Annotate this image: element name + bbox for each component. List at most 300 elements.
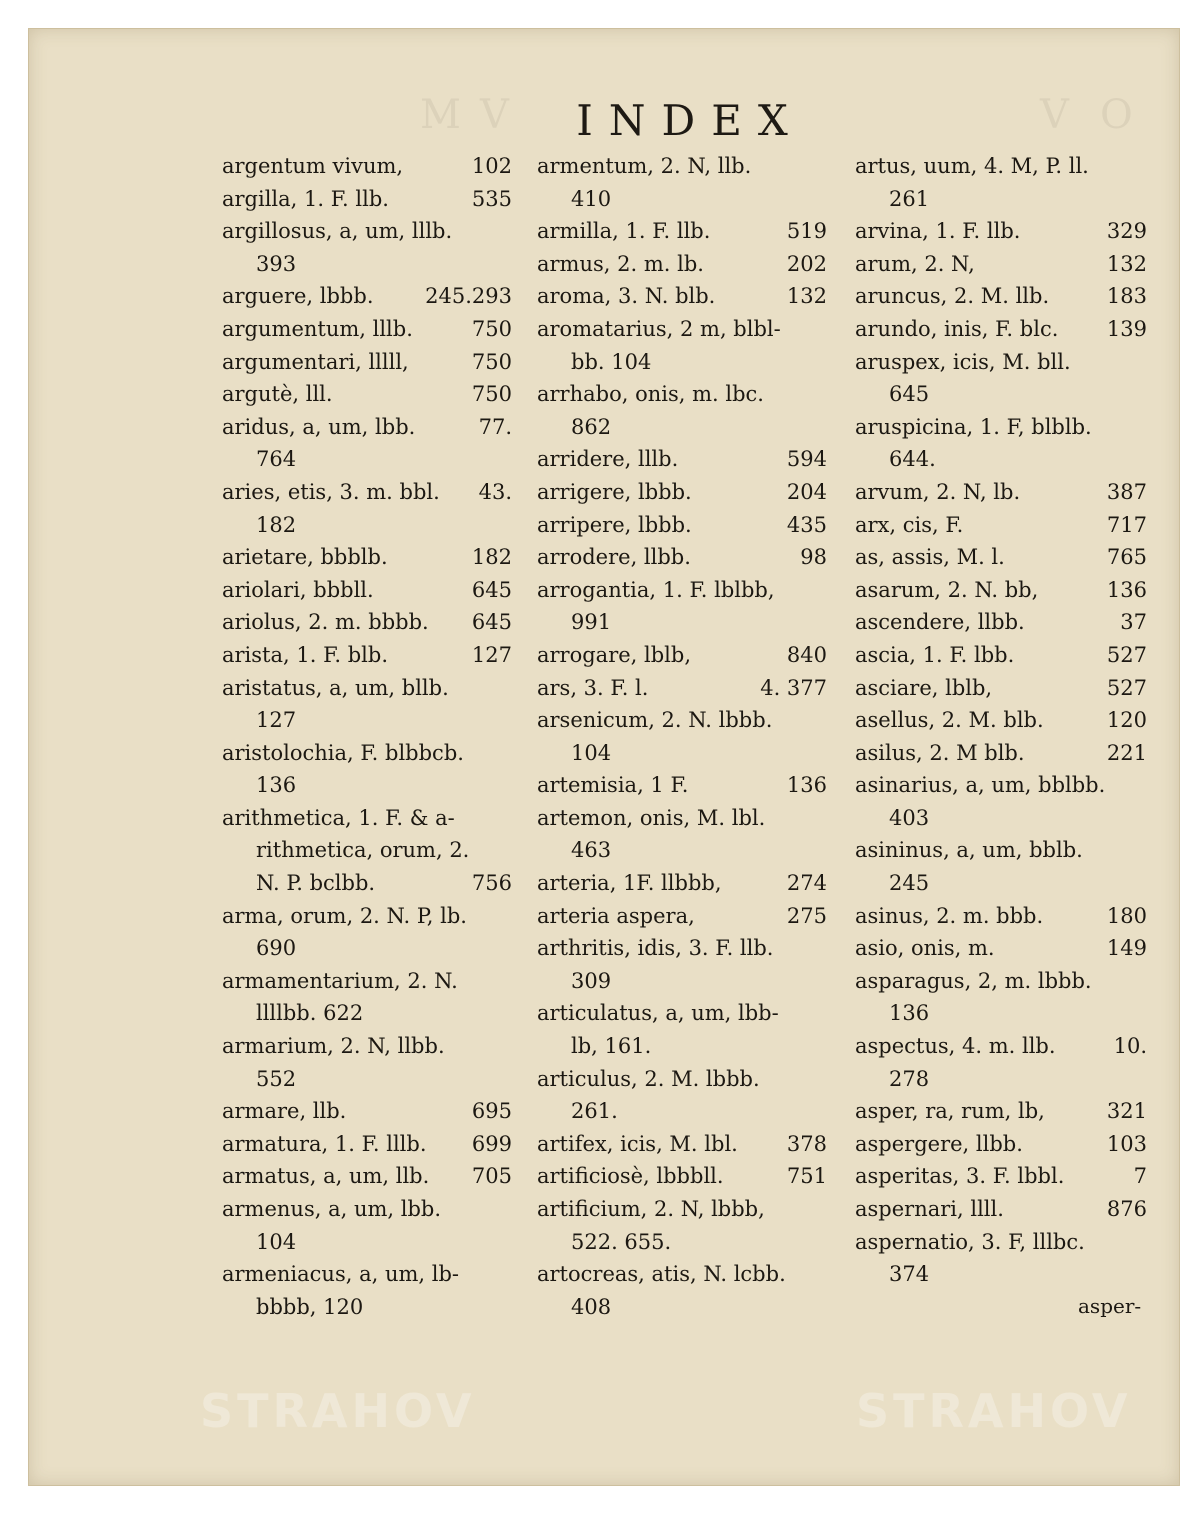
index-term: arthritis, idis, 3. F. llb. [537, 936, 774, 961]
index-entry [222, 1193, 512, 1258]
index-entry [855, 639, 1147, 672]
page-reference: 750 [471, 349, 512, 374]
index-entry [537, 150, 827, 215]
index-entry-line [222, 476, 512, 509]
index-entry-line [537, 443, 827, 476]
index-entry [855, 932, 1147, 965]
index-term: armatura, 1. F. lllb. [222, 1131, 427, 1156]
index-entry [537, 639, 827, 672]
page-reference: 136 [1106, 577, 1147, 602]
page-reference: 132 [786, 284, 827, 309]
index-entry-continuation: rithmetica, orum, 2. [256, 838, 470, 863]
index-term: argentum vivum, [222, 154, 404, 178]
index-term: artifex, icis, M. lbl. [537, 1131, 738, 1156]
index-term: aromatarius, 2 m, blbl- [537, 316, 781, 341]
index-entry [855, 737, 1147, 770]
index-term: aroma, 3. N. blb. [537, 284, 716, 309]
index-term: argillosus, a, um, lllb. [222, 219, 453, 244]
index-entry [222, 346, 512, 379]
index-term: ariolari, bbbll. [222, 577, 374, 602]
index-entry-line [537, 313, 827, 346]
index-entry-line [855, 965, 1147, 998]
index-entry-line [537, 215, 827, 248]
index-entry-continuation: 552 [256, 1066, 297, 1091]
index-entry-line [222, 280, 512, 313]
index-entry [222, 215, 512, 280]
index-term: arum, 2. N, [855, 251, 975, 276]
index-term: arripere, lbbb. [537, 512, 692, 537]
index-term: arguere, lbbb. [222, 284, 374, 309]
page-reference: 37 [1120, 610, 1147, 635]
index-entry [855, 509, 1147, 542]
index-column-3 [855, 150, 1147, 1291]
index-entry-continuation: 374 [889, 1262, 930, 1287]
page-reference: 275 [786, 903, 827, 928]
page-reference: 840 [786, 642, 827, 667]
index-entry-line [855, 737, 1147, 770]
page-reference: 705 [471, 1164, 512, 1189]
index-entry-continuation: 410 [571, 186, 612, 211]
page-reference: 378 [786, 1131, 827, 1156]
page-reference: 765 [1106, 545, 1147, 570]
index-entry [222, 965, 512, 1030]
page-reference: 127 [471, 642, 512, 667]
index-entry-line [855, 606, 1147, 639]
index-entry [855, 1160, 1147, 1193]
index-entry-line [537, 509, 827, 542]
index-entry-line [855, 639, 1147, 672]
index-entry-line [855, 1193, 1147, 1226]
page-reference: 699 [471, 1131, 512, 1156]
page-reference: 756 [471, 871, 512, 896]
index-term: asellus, 2. M. blb. [855, 708, 1044, 733]
index-entry [537, 704, 827, 769]
index-term: aristolochia, F. blbbcb. [222, 740, 464, 765]
index-entry-continuation: 245 [889, 871, 930, 896]
index-entry-line [222, 606, 512, 639]
index-entry [537, 1193, 827, 1258]
index-entry-continuation: 278 [889, 1066, 930, 1091]
index-term: armarium, 2. N, llbb. [222, 1034, 445, 1059]
index-entry-continuation: 644. [889, 447, 936, 472]
index-entry [222, 1258, 512, 1323]
index-entry-line [537, 769, 827, 802]
index-entry-line [222, 378, 512, 411]
page-reference: 750 [471, 382, 512, 407]
index-term: arrodere, llbb. [537, 545, 691, 570]
index-entry [855, 215, 1147, 248]
index-entry [222, 541, 512, 574]
index-term: aruspicina, 1. F, blblb. [855, 414, 1092, 439]
index-entry [855, 900, 1147, 933]
index-entry-line [222, 574, 512, 607]
index-entry [855, 150, 1147, 215]
index-entry-continuation: 104 [256, 1229, 297, 1254]
index-entry [855, 574, 1147, 607]
page-reference: 221 [1106, 740, 1147, 765]
index-entry-continuation: bbbb, 120 [256, 1294, 364, 1319]
index-entry-line [537, 150, 827, 183]
index-entry-line [222, 867, 512, 900]
index-entry-continuation: 393 [256, 251, 297, 276]
index-entry [855, 704, 1147, 737]
index-entry-line [222, 1095, 512, 1128]
page-reference: 180 [1106, 903, 1147, 928]
index-entry [222, 183, 512, 216]
index-entry-continuation: 127 [256, 708, 297, 733]
index-entry-line [222, 411, 512, 444]
index-entry [855, 313, 1147, 346]
index-entry-continuation: 862 [571, 414, 612, 439]
index-entry-continuation: 764 [256, 447, 297, 472]
index-entry-continuation: 309 [571, 968, 612, 993]
index-column-2 [537, 150, 827, 1323]
page-reference: 136 [786, 773, 827, 798]
index-entry [855, 1095, 1147, 1128]
page-reference: 274 [786, 871, 827, 896]
index-entry-line [222, 346, 512, 379]
index-term: asinus, 2. m. bbb. [855, 903, 1044, 928]
index-term: ariolus, 2. m. bbbb. [222, 610, 429, 635]
index-entry [222, 476, 512, 541]
index-entry-continuation: lb, 161. [571, 1034, 652, 1059]
index-entry [537, 215, 827, 248]
index-term: asparagus, 2, m. lbbb. [855, 968, 1092, 993]
index-term: asciare, lblb, [855, 675, 993, 700]
page-reference: 645 [471, 577, 512, 602]
index-entry [222, 1160, 512, 1193]
index-entry-continuation: 136 [256, 773, 297, 798]
index-entry-continuation: 522. 655. [571, 1229, 672, 1254]
index-entry-line [855, 900, 1147, 933]
index-entry [222, 150, 512, 183]
index-entry-line [537, 802, 827, 835]
index-entry-line [855, 248, 1147, 281]
index-entry [855, 965, 1147, 1030]
page-reference: 102 [471, 154, 512, 178]
index-entry-line [855, 476, 1147, 509]
index-entry-line [537, 1258, 827, 1291]
index-term: arrogantia, 1. F. lblbb, [537, 577, 775, 602]
index-entry-continuation: 408 [571, 1294, 612, 1319]
catchword: asper- [1078, 1294, 1142, 1318]
page-reference: 695 [471, 1099, 512, 1124]
index-entry-continuation: 991 [571, 610, 612, 635]
index-term: artus, uum, 4. M, P. ll. [855, 154, 1089, 178]
index-entry [222, 606, 512, 639]
index-term: asinarius, a, um, bblbb. [855, 773, 1106, 798]
index-term: arista, 1. F. blb. [222, 642, 389, 667]
index-term: artemon, onis, M. lbl. [537, 805, 766, 830]
page-reference: 645 [471, 610, 512, 635]
page-reference: 43. [478, 479, 512, 504]
index-term: ascia, 1. F. lbb. [855, 642, 1015, 667]
index-entry-line [855, 704, 1147, 737]
index-entry [537, 997, 827, 1062]
index-entry-line [537, 248, 827, 281]
index-entry-line [222, 672, 512, 705]
index-entry-line [537, 997, 827, 1030]
index-term: arvina, 1. F. llb. [855, 219, 1021, 244]
index-entry-line [537, 574, 827, 607]
index-entry-line [222, 1160, 512, 1193]
page-reference: 7 [1133, 1164, 1147, 1189]
page-reference: 183 [1106, 284, 1147, 309]
index-entry-line [537, 1063, 827, 1096]
page-reference: 750 [471, 316, 512, 341]
page-reference: 321 [1106, 1099, 1147, 1124]
index-entry [222, 672, 512, 737]
index-entry-line [222, 965, 512, 998]
index-term: articulatus, a, um, lbb- [537, 1001, 779, 1026]
index-entry [537, 672, 827, 705]
index-term: aspernari, llll. [855, 1197, 1004, 1221]
page-reference: 387 [1106, 479, 1147, 504]
index-entry-continuation: llllbb. 622 [256, 1001, 364, 1026]
index-entry [537, 932, 827, 997]
index-term: armus, 2. m. lb. [537, 251, 704, 276]
index-entry-line [855, 215, 1147, 248]
page-reference: 329 [1106, 219, 1147, 244]
index-entry-continuation: 136 [889, 1001, 930, 1026]
index-term: armenus, a, um, lbb. [222, 1197, 442, 1221]
index-term: argumentari, lllll, [222, 349, 409, 374]
index-entry [222, 1128, 512, 1161]
index-entry [855, 834, 1147, 899]
index-entry-line [855, 1128, 1147, 1161]
index-term: argilla, 1. F. llb. [222, 186, 389, 211]
index-term: argumentum, lllb. [222, 316, 413, 341]
index-term: arrigere, lbbb. [537, 479, 692, 504]
index-entry [855, 769, 1147, 834]
page-reference: 594 [786, 447, 827, 472]
index-term: arteria aspera, [537, 903, 695, 928]
index-term: artificiosè, lbbbll. [537, 1164, 724, 1189]
index-term: armilla, 1. F. llb. [537, 219, 711, 244]
index-term: arietare, bbblb. [222, 545, 388, 570]
index-entry-line [537, 1128, 827, 1161]
index-entry-line [855, 932, 1147, 965]
index-term: armentum, 2. N, llb. [537, 154, 752, 178]
index-entry-line [537, 932, 827, 965]
page-reference: 98 [800, 545, 827, 570]
index-entry [222, 1095, 512, 1128]
index-term: asininus, a, um, bblb. [855, 838, 1083, 863]
index-term: arrhabo, onis, m. lbc. [537, 382, 764, 407]
index-entry-line [222, 737, 512, 770]
index-entry-continuation: 403 [889, 805, 930, 830]
index-entry-line [222, 541, 512, 574]
index-entry [537, 900, 827, 933]
index-entry [222, 1030, 512, 1095]
index-entry-continuation: 182 [256, 512, 297, 537]
index-entry [855, 411, 1147, 476]
index-entry [537, 802, 827, 867]
index-entry-line [855, 411, 1147, 444]
index-term: arithmetica, 1. F. & a- [222, 805, 455, 830]
page-reference: 519 [786, 219, 827, 244]
index-column-1 [222, 150, 512, 1323]
index-entry [537, 476, 827, 509]
index-entry [855, 606, 1147, 639]
index-term: arridere, lllb. [537, 447, 679, 472]
index-entry [222, 313, 512, 346]
index-term: armeniacus, a, um, lb- [222, 1262, 459, 1287]
index-entry [222, 900, 512, 965]
index-entry-line [222, 150, 512, 183]
index-term: aspergere, llbb. [855, 1131, 1023, 1156]
index-entry [537, 280, 827, 313]
index-entry-line [855, 769, 1147, 802]
index-entry [855, 1193, 1147, 1226]
page-reference: 132 [1106, 251, 1147, 276]
page-reference: 527 [1106, 642, 1147, 667]
index-entry [537, 248, 827, 281]
index-entry-line [222, 802, 512, 835]
index-entry-continuation: bb. 104 [571, 349, 652, 374]
index-term: asper, ra, rum, lb, [855, 1099, 1045, 1124]
index-term: aruncus, 2. M. llb. [855, 284, 1050, 309]
index-entry [855, 672, 1147, 705]
index-entry-continuation: 690 [256, 936, 297, 961]
index-entry-line [855, 1226, 1147, 1259]
index-entry [537, 1128, 827, 1161]
index-entry-line [855, 509, 1147, 542]
page-reference: 10. [1113, 1034, 1147, 1059]
index-entry-line [222, 313, 512, 346]
index-entry-line [855, 672, 1147, 705]
page-reference: 139 [1106, 316, 1147, 341]
index-term: ars, 3. F. l. [537, 675, 649, 700]
index-entry-line [537, 867, 827, 900]
index-term: asio, onis, m. [855, 936, 995, 961]
index-entry-line [855, 1030, 1147, 1063]
index-entry-continuation: 104 [571, 740, 612, 765]
page-reference: 182 [471, 545, 512, 570]
index-entry-line [222, 183, 512, 216]
index-entry [537, 867, 827, 900]
index-term: arrogare, lblb, [537, 642, 692, 667]
index-term: asilus, 2. M blb. [855, 740, 1025, 765]
index-entry [855, 476, 1147, 509]
index-term: armare, llb. [222, 1099, 347, 1124]
page-title: INDEX [576, 96, 804, 145]
index-entry-line [855, 834, 1147, 867]
index-entry-line [537, 900, 827, 933]
index-term: aspectus, 4. m. llb. [855, 1034, 1056, 1059]
index-entry-line [855, 574, 1147, 607]
index-entry [222, 802, 512, 867]
index-entry-line [222, 639, 512, 672]
index-term: aridus, a, um, lbb. [222, 414, 416, 439]
index-entry [537, 378, 827, 443]
index-term: artocreas, atis, N. lcbb. [537, 1262, 786, 1287]
page-reference: 120 [1106, 708, 1147, 733]
index-entry [537, 1258, 827, 1323]
index-term: N. P. bclbb. [256, 871, 376, 896]
index-entry-line [855, 280, 1147, 313]
index-entry [537, 769, 827, 802]
index-term: aristatus, a, um, bllb. [222, 675, 449, 700]
index-entry [537, 313, 827, 378]
watermark-right: STRAHOV [856, 1384, 1132, 1438]
index-entry [855, 1128, 1147, 1161]
index-entry-line [537, 280, 827, 313]
page-reference: 245.293 [425, 284, 512, 309]
index-term: armatus, a, um, llb. [222, 1164, 430, 1189]
index-term: arma, orum, 2. N. P, lb. [222, 903, 467, 928]
page-reference: 204 [786, 479, 827, 504]
index-entry-line [855, 313, 1147, 346]
index-entry [222, 737, 512, 802]
index-entry-line [537, 639, 827, 672]
page-reference: 77. [478, 414, 512, 439]
index-entry-line [222, 1193, 512, 1226]
page-reference: 751 [786, 1164, 827, 1189]
index-term: asperitas, 3. F. lbbl. [855, 1164, 1065, 1189]
page-reference: 4. 377 [760, 675, 827, 700]
page-reference: 435 [786, 512, 827, 537]
index-term: arundo, inis, F. blc. [855, 316, 1059, 341]
index-entry-line [537, 541, 827, 574]
index-term: aries, etis, 3. m. bbl. [222, 479, 440, 504]
index-entry-line [537, 1160, 827, 1193]
page-reference: 527 [1106, 675, 1147, 700]
index-entry-line [537, 1193, 827, 1226]
index-entry-line [222, 1258, 512, 1291]
page-reference: 876 [1106, 1197, 1147, 1221]
index-entry-continuation: 261 [889, 186, 930, 211]
index-term: asarum, 2. N. bb, [855, 577, 1039, 602]
index-term: arx, cis, F. [855, 512, 964, 537]
index-term: arteria, 1F. llbbb, [537, 871, 722, 896]
index-term: as, assis, M. l. [855, 545, 1005, 570]
index-entry [222, 639, 512, 672]
index-entry-line [855, 150, 1147, 183]
index-entry [537, 443, 827, 476]
index-entry [537, 541, 827, 574]
index-entry [855, 248, 1147, 281]
page-reference: 149 [1106, 936, 1147, 961]
index-entry-line [222, 1128, 512, 1161]
index-entry-line [537, 378, 827, 411]
index-entry-line [537, 672, 827, 705]
index-entry-continuation: 463 [571, 838, 612, 863]
index-entry-line [855, 541, 1147, 574]
index-entry [222, 378, 512, 411]
index-term: aruspex, icis, M. bll. [855, 349, 1071, 374]
index-entry [855, 1030, 1147, 1095]
index-term: argutè, lll. [222, 382, 333, 407]
index-entry-line [855, 346, 1147, 379]
index-entry [855, 541, 1147, 574]
index-entry-line [537, 476, 827, 509]
index-entry-line [855, 1160, 1147, 1193]
index-entry-line [537, 704, 827, 737]
index-entry [222, 867, 512, 900]
index-entry [222, 411, 512, 476]
index-entry [537, 1063, 827, 1128]
index-entry [855, 346, 1147, 411]
index-term: aspernatio, 3. F, lllbc. [855, 1229, 1085, 1254]
index-term: artemisia, 1 F. [537, 773, 689, 798]
index-entry-continuation: 261. [571, 1099, 618, 1124]
page-reference: 103 [1106, 1131, 1147, 1156]
index-term: articulus, 2. M. lbbb. [537, 1066, 760, 1091]
index-entry-line [222, 1030, 512, 1063]
index-term: artificium, 2. N, lbbb, [537, 1197, 765, 1221]
index-entry-line [855, 1095, 1147, 1128]
